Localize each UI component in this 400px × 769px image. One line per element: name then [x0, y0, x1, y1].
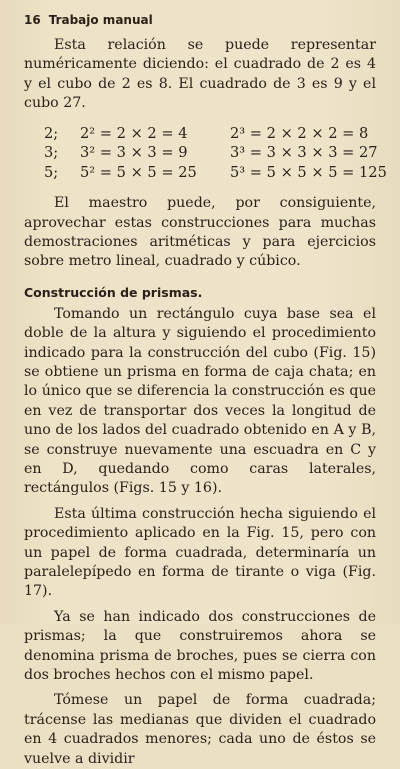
teacher-paragraph: El maestro puede, por consiguiente, aprovechar estas construcciones para muchas demostraciones aritméticas y para ejercicios sobre metro lineal, cuadrado y cúbico. [24, 195, 376, 270]
paragraph-square-paper: Esta última construcción hecha siguiendo el procedimiento aplicado en la Fig. 15, pero con un papel de forma cuadrada, determinaría un paralelepípedo en forma de tirante o viga (Fig. 17). [24, 505, 376, 600]
running-title: Trabajo manual [48, 13, 153, 27]
square-expression: 2² = 2 × 2 = 4 [80, 124, 188, 142]
section-title: Construcción de prismas. [24, 284, 203, 300]
paragraph-cube-procedure: Tomando un rectángulo cuya base sea el doble de la altura y siguiendo el procedimiento indicado para la construcción del cubo (Fig. 15) se obtiene un prisma en forma de caja chata; en lo único que se diferencia la construcción es que en vez de transportar dos veces la longitud de uno de los lados del cuadrado obtenido en A y B, se construye nuevamente una escuadra en C y en D, quedando como caras laterales, rectángulos (Figs. 15 y 16). [24, 305, 376, 497]
paragraph-prism-of-broches: Ya se han indicado dos construcciones de prismas; la que construiremos ahora se denomina prisma de broches, pues se cierra con dos broches hechos con el mismo papel. [24, 608, 376, 684]
math-row-label: 3; [44, 144, 59, 162]
page-header [24, 13, 376, 27]
square-expression: 3² = 3 × 3 = 9 [80, 144, 188, 162]
page-number: 16 [24, 13, 41, 27]
cube-expression: 2³ = 2 × 2 × 2 = 8 [230, 124, 369, 142]
paragraph-square-paper-medians: Tómese un papel de forma cuadrada; trácense las medianas que dividen el cuadrado en 4 cuadrados menores; cada uno de éstos se vuelve a dividir [24, 692, 376, 767]
intro-paragraph: Esta relación se puede representar numéricamente diciendo: el cuadrado de 2 es 4 y el cubo de 2 es 8. El cuadrado de 3 es 9 y el cubo 27. [24, 37, 376, 112]
square-expression: 5² = 5 × 5 = 25 [80, 163, 197, 181]
math-row-label: 2; [44, 124, 59, 142]
powers-table [44, 124, 387, 183]
cube-expression: 5³ = 5 × 5 × 5 = 125 [230, 163, 387, 181]
math-row-label: 5; [44, 163, 59, 181]
cube-expression: 3³ = 3 × 3 × 3 = 27 [230, 144, 378, 162]
